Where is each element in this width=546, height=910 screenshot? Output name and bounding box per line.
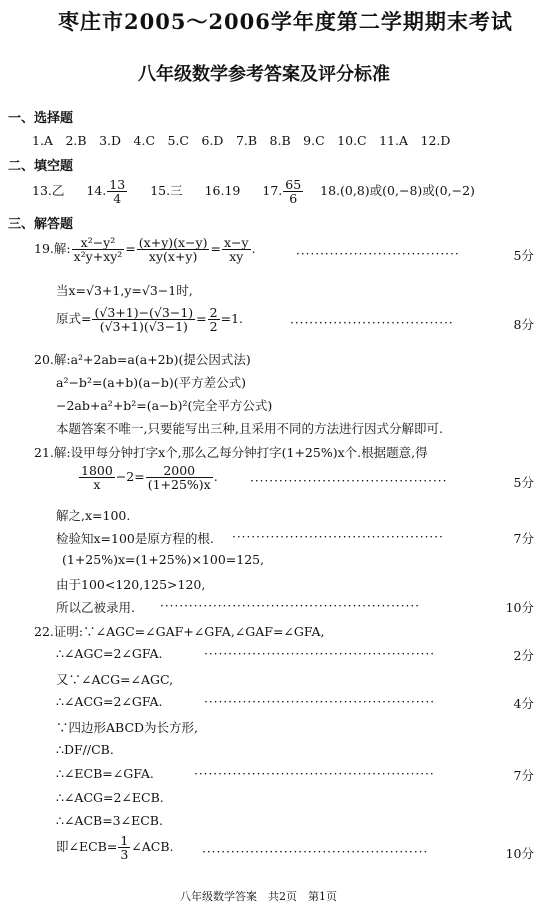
q22-line1: 22.证明:∵∠AGC=∠GAF+∠GFA,∠GAF=∠GFA, [34, 624, 325, 639]
q19-score-2: 8分 [513, 317, 534, 332]
answer-18: 18.(0,8)或(0,−8)或(0,−2) [320, 183, 475, 199]
q19-fraction-5: $\frac{2}{2}$ [209, 305, 218, 335]
page-footer: 八年级数学答案 共2页 第1页 [180, 890, 337, 903]
section1-answers: 1.A 2.B 3.D 4.C 5.C 6.D 7.B 8.B 9.C 10.C 11.A 12.D [32, 133, 451, 148]
q21-line7: 所以乙被录用. [56, 600, 135, 615]
answer-16: 16.19 [204, 183, 241, 199]
answer-14-fraction: $\frac{13}{4}$ [109, 177, 126, 207]
q21-line5: (1+25%)x=(1+25%)×100=125, [62, 552, 265, 567]
q19-fraction-3: $\frac{x-y}{xy}$ [223, 235, 249, 265]
q22-score-4: 10分 [505, 846, 534, 861]
q19-fraction-1: $\frac{\text{x²−y²}}{\text{x²y+xy²}}$ [73, 235, 123, 265]
q19-fraction-2: $\frac{(x+y)(x-y)}{xy(x+y)}$ [138, 235, 208, 265]
page-title: 枣庄市2005～2006学年度第二学期期末考试 [58, 9, 513, 34]
q21-equation: $\frac{1800}{x}$ −2= $\frac{2000}{(1+25\%)x}$ . [81, 463, 218, 493]
q21-fraction-1: $\frac{1800}{x}$ [81, 463, 113, 493]
q22-line9: ∴∠ACB=3∠ECB. [56, 813, 163, 828]
leader-dots: ·································· [290, 316, 454, 330]
section3-heading: 三、解答题 [8, 217, 74, 232]
q20-line2: a²−b²=(a+b)(a−b)(平方差公式) [56, 375, 247, 390]
section2-heading: 二、填空题 [8, 159, 74, 174]
leader-dots: ········································· [250, 474, 448, 488]
answer-17-label: 17. [262, 183, 283, 199]
q20-line3: −2ab+a²+b²=(a−b)²(完全平方公式) [56, 398, 273, 413]
answer-14-label: 14. [86, 183, 107, 199]
q19-line3: 原式= $\frac{(√3+1)-(√3-1)}{(√3+1)(√3-1)}$ = $\frac{2}{2}$ =1. [56, 305, 243, 335]
q19-score-1: 5分 [513, 248, 534, 263]
q21-line3: 解之,x=100. [56, 508, 131, 523]
answer-15: 15.三 [150, 183, 183, 199]
leader-dots: ··············································· [202, 845, 429, 859]
q21-score-1: 5分 [513, 475, 534, 490]
q22-score-1: 2分 [513, 648, 534, 663]
answer-17-fraction: $\frac{65}{6}$ [285, 177, 302, 207]
q21-score-3: 10分 [505, 600, 534, 615]
q22-line4: ∴∠ACG=2∠GFA. [56, 694, 163, 709]
q21-score-2: 7分 [513, 531, 534, 546]
q21-fraction-2: $\frac{2000}{(1+25\%)x}$ [147, 463, 211, 493]
q21-line1: 21.解:设甲每分钟打字x个,那么乙每分钟打字(1+25%)x个.根据题意,得 [34, 445, 428, 460]
q20-line1: 20.解:a²+2ab=a(a+2b)(提公因式法) [34, 352, 251, 367]
q21-line4: 检验知x=100是原方程的根. [56, 531, 214, 546]
q22-line2: ∴∠AGC=2∠GFA. [56, 646, 163, 661]
leader-dots: ················································ [204, 647, 436, 661]
leader-dots: ·································· [296, 247, 460, 261]
answer-13: 13.乙 [32, 183, 65, 199]
leader-dots: ················································ [204, 695, 436, 709]
q22-line6: ∴DF//CB. [56, 742, 114, 757]
q22-fraction: $\frac{1}{3}$ [120, 833, 129, 863]
q22-line10: 即∠ECB= $\frac{1}{3}$ ∠ACB. [56, 833, 174, 863]
q20-line4: 本题答案不唯一,只要能写出三种,且采用不同的方法进行因式分解即可. [56, 421, 443, 436]
leader-dots: ············································ [232, 530, 444, 544]
q22-line5: ∵四边形ABCD为长方形, [56, 720, 199, 735]
q22-line8: ∴∠ACG=2∠ECB. [56, 790, 164, 805]
q19-line1: 19.解: $\frac{\text{x²−y²}}{\text{x²y+xy²}}$ = $\frac{(x+y)(x-y)}{xy(x+y)}$ = $\frac{x-y}{xy}$ . [34, 235, 256, 265]
q22-score-2: 4分 [513, 696, 534, 711]
q22-line7: ∴∠ECB=∠GFA. [56, 766, 154, 781]
q19-fraction-4: $\frac{(√3+1)-(√3-1)}{(√3+1)(√3-1)}$ [94, 305, 194, 335]
section1-heading: 一、选择题 [8, 111, 74, 126]
leader-dots: ·················································· [194, 767, 435, 781]
page-subtitle: 八年级数学参考答案及评分标准 [138, 64, 390, 85]
q22-score-3: 7分 [513, 768, 534, 783]
q21-line6: 由于100<120,125>120, [56, 577, 206, 592]
leader-dots: ······················································ [160, 599, 420, 613]
q19-line2: 当x=√3+1,y=√3−1时, [56, 283, 193, 298]
q22-line3: 又∵∠ACG=∠AGC, [56, 672, 174, 687]
fill-blank-row [32, 178, 475, 205]
